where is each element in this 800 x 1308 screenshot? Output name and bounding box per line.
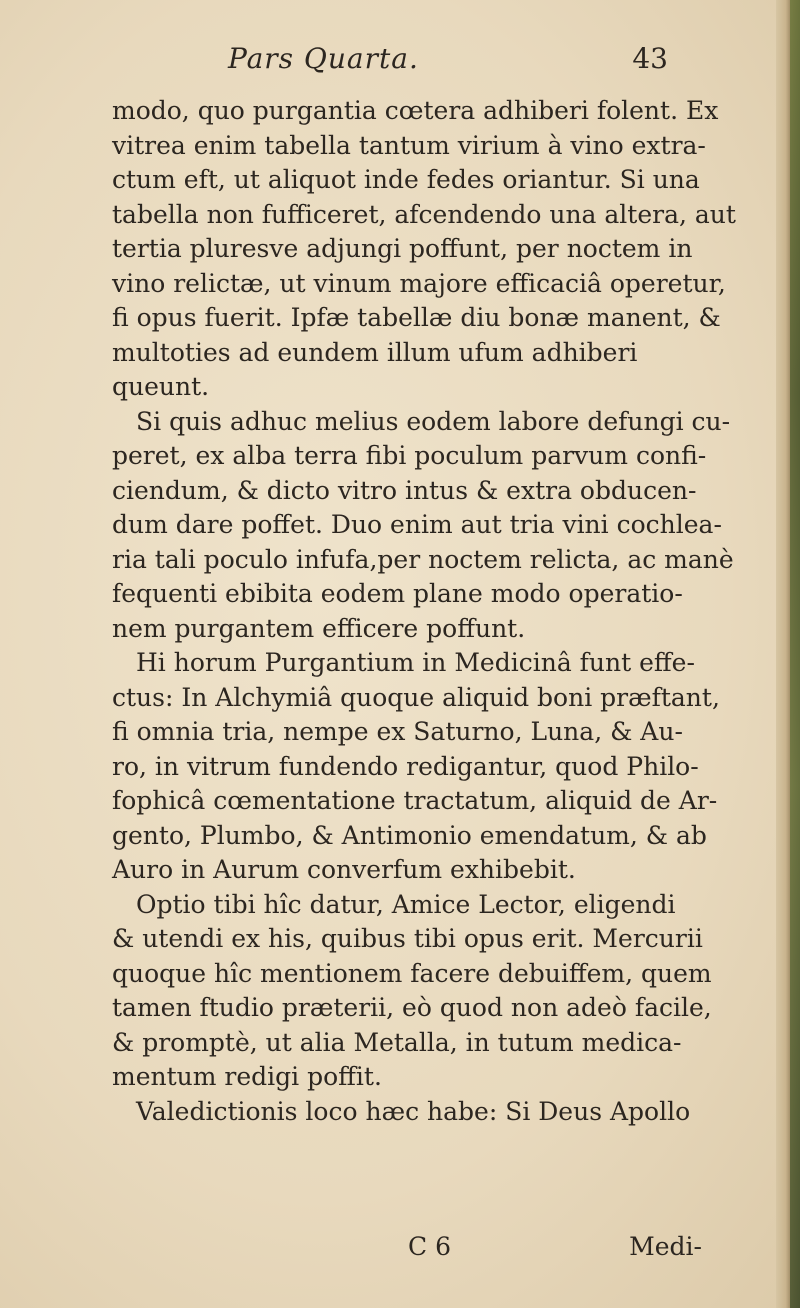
text-line: ctus: In Alchymiâ quoque aliquid boni præftant, (112, 682, 720, 712)
text-line: Si quis adhuc melius eodem labore defungi cu- (136, 406, 731, 436)
text-line: modo, quo purgantia cœtera adhiberi folent. Ex (112, 96, 719, 125)
text-line: ctum eft, ut aliquot inde fedes oriantur. Si una (112, 165, 700, 194)
text-line: fophicâ cœmentatione tractatum, aliquid de Ar- (112, 786, 718, 815)
text-line: Optio tibi hîc datur, Amice Lector, eligendi (136, 889, 676, 919)
text-line: & promptè, ut alia Metalla, in tutum medica- (112, 1027, 682, 1057)
text-line: vitrea enim tabella tantum virium à vino extra- (112, 130, 706, 160)
text-line: fi omnia tria, nempe ex Saturno, Luna, & Au- (112, 717, 683, 746)
text-line: tamen ftudio præterii, eò quod non adeò facile, (112, 993, 712, 1022)
book-spine-edge (776, 0, 800, 1308)
text-line: dum dare poffet. Duo enim aut tria vini cochlea- (112, 510, 722, 539)
text-line: fi opus fuerit. Ipfæ tabellæ diu bonæ manent, & (112, 303, 721, 332)
text-line: Hi horum Purgantium in Medicinâ funt effe- (136, 648, 695, 677)
catchword: Medi- (629, 1232, 702, 1261)
text-line: fequenti ebibita eodem plane modo operatio- (112, 579, 683, 608)
text-line: peret, ex alba terra fibi poculum parvum confi- (112, 441, 707, 470)
text-line: ciendum, & dicto vitro intus & extra obducen- (112, 475, 697, 505)
text-line: ria tali poculo infufa,per noctem relicta, ac manè (112, 544, 734, 574)
text-line: vino relictæ, ut vinum majore efficaciâ operetur, (112, 268, 726, 298)
running-head: Pars Quarta. (228, 42, 419, 75)
text-line: Auro in Aurum converfum exhibebit. (112, 855, 576, 884)
text-line: tertia pluresve adjungi poffunt, per noctem in (112, 234, 693, 263)
text-line: ro, in vitrum fundendo redigantur, quod Philo- (112, 751, 699, 781)
text-line: queunt. (112, 372, 210, 401)
signature-mark: C 6 (408, 1232, 451, 1261)
text-line: & utendi ex his, quibus tibi opus erit. Mercurii (112, 924, 703, 953)
text-line: multoties ad eundem illum ufum adhiberi (112, 337, 638, 367)
text-line: gento, Plumbo, & Antimonio emendatum, & ab (112, 820, 707, 850)
text-line: quoque hîc mentionem facere debuiffem, quem (112, 958, 712, 988)
text-line: nem purgantem efficere poffunt. (112, 613, 526, 643)
text-line: mentum redigi poffit. (112, 1062, 382, 1091)
binding-edge (790, 0, 800, 1308)
page-header (228, 42, 668, 82)
page-footer (112, 1232, 702, 1266)
text-line: tabella non fufficeret, afcendendo una altera, aut (112, 199, 736, 229)
body-text (112, 94, 736, 1129)
text-line: Valedictionis loco hæc habe: Si Deus Apollo (136, 1096, 691, 1126)
page-number: 43 (632, 42, 668, 75)
